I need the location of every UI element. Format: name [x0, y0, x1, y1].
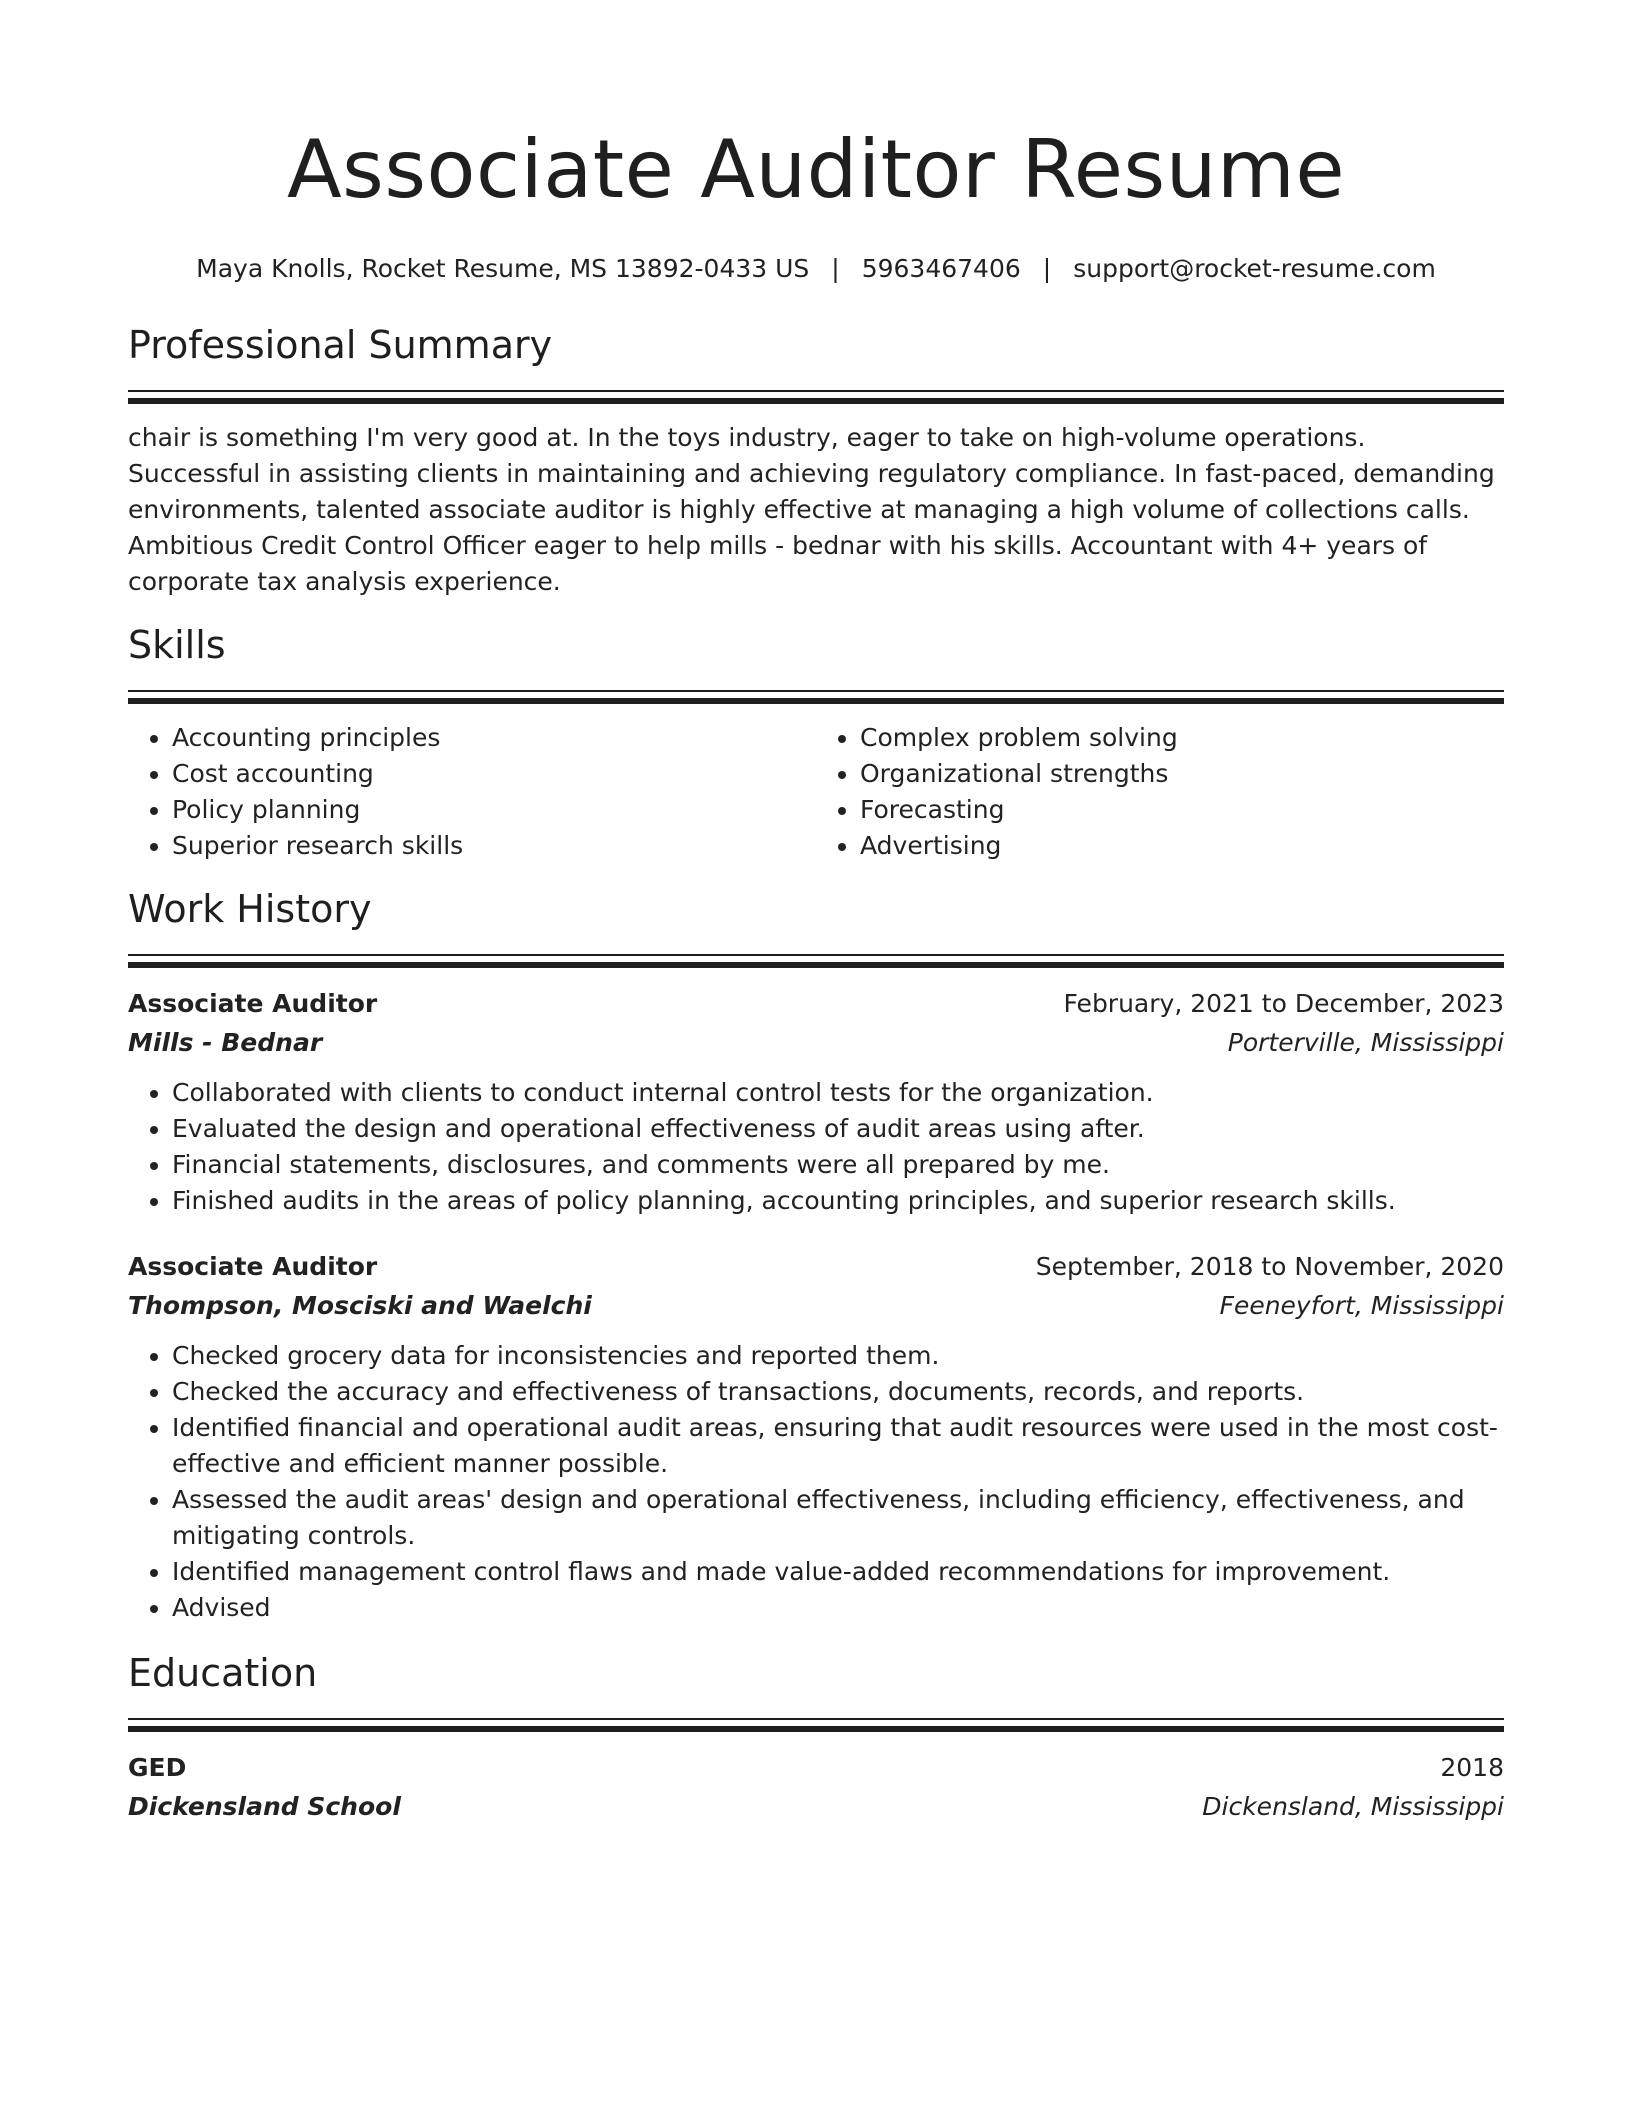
- job-bullet: • Financial statements, disclosures, and comments were all prepared by me.: [172, 1147, 1504, 1183]
- section-title-education: Education: [128, 1651, 318, 1695]
- skills-section: [128, 620, 1504, 864]
- job-title: Associate Auditor: [128, 1252, 378, 1281]
- education-location: Dickensland, Mississippi: [1202, 1792, 1504, 1821]
- job-bullet: • Identified financial and operational audit areas, ensuring that audit resources were used in the most cost-effective and efficient manner possible.: [172, 1410, 1504, 1482]
- section-title-summary: Professional Summary: [128, 323, 553, 367]
- job-bullet: • Evaluated the design and operational effectiveness of audit areas using after.: [172, 1111, 1504, 1147]
- skill-item: • Complex problem solving: [860, 720, 1504, 756]
- job-entry: [128, 1249, 1504, 1626]
- education-section: [128, 1648, 1504, 1825]
- job-bullet: • Advised: [172, 1590, 1504, 1626]
- job-company: Thompson, Mosciski and Waelchi: [128, 1291, 592, 1320]
- skill-item: • Cost accounting: [172, 756, 816, 792]
- contact-line: [128, 252, 1504, 286]
- skill-item: • Organizational strengths: [860, 756, 1504, 792]
- skill-item: • Advertising: [860, 828, 1504, 864]
- section-title-work: Work History: [128, 887, 372, 931]
- section-divider: [128, 954, 1504, 956]
- education-year: 2018: [1440, 1753, 1504, 1782]
- job-entry: [128, 986, 1504, 1219]
- contact-separator: |: [831, 254, 840, 283]
- skill-item: • Policy planning: [172, 792, 816, 828]
- job-header-row: [128, 986, 1504, 1022]
- work-history-section: [128, 884, 1504, 1626]
- skill-item: • Forecasting: [860, 792, 1504, 828]
- education-header-row: [128, 1750, 1504, 1786]
- section-divider-thick: [128, 698, 1504, 704]
- job-company: Mills - Bednar: [128, 1028, 323, 1057]
- section-divider: [128, 390, 1504, 392]
- resume-page: [128, 0, 1504, 1825]
- job-bullet: • Checked the accuracy and effectiveness of transactions, documents, records, and reports.: [172, 1374, 1504, 1410]
- contact-separator: |: [1042, 254, 1052, 283]
- job-bullet: • Checked grocery data for inconsistencies and reported them.: [172, 1338, 1504, 1374]
- section-divider-thick: [128, 1726, 1504, 1732]
- education-school-row: [128, 1789, 1504, 1825]
- skill-item: • Accounting principles: [172, 720, 816, 756]
- summary-section: [128, 320, 1504, 600]
- job-bullets: [128, 1075, 1504, 1219]
- section-divider-thick: [128, 398, 1504, 404]
- contact-address: Maya Knolls, Rocket Resume, MS 13892-0433 US: [196, 254, 810, 283]
- contact-phone: 5963467406: [861, 254, 1021, 283]
- job-bullets: [128, 1338, 1504, 1626]
- section-title-skills: Skills: [128, 623, 226, 667]
- skill-item: • Superior research skills: [172, 828, 816, 864]
- job-dates: February, 2021 to December, 2023: [1063, 989, 1504, 1018]
- section-divider: [128, 1718, 1504, 1720]
- education-degree: GED: [128, 1753, 187, 1782]
- job-bullet: • Finished audits in the areas of policy planning, accounting principles, and superior research skills.: [172, 1183, 1504, 1219]
- job-location: Feeneyfort, Mississippi: [1219, 1291, 1504, 1320]
- page-title: Associate Auditor Resume: [286, 123, 1346, 216]
- education-school: Dickensland School: [128, 1792, 401, 1821]
- skills-columns: [128, 720, 1504, 864]
- job-bullet: • Identified management control flaws and made value-added recommendations for improvement.: [172, 1554, 1504, 1590]
- job-dates: September, 2018 to November, 2020: [1035, 1252, 1504, 1281]
- job-bullet: • Assessed the audit areas' design and operational effectiveness, including efficiency, effectiveness, and mitigating controls.: [172, 1482, 1504, 1554]
- job-bullet: • Collaborated with clients to conduct internal control tests for the organization.: [172, 1075, 1504, 1111]
- section-divider-thick: [128, 962, 1504, 968]
- job-company-row: [128, 1288, 1504, 1324]
- contact-email: support@rocket-resume.com: [1073, 254, 1436, 283]
- skills-list-right: [816, 720, 1504, 864]
- job-header-row: [128, 1249, 1504, 1285]
- job-title: Associate Auditor: [128, 989, 378, 1018]
- summary-text: chair is something I'm very good at. In the toys industry, eager to take on high-volume operations. Successful in assisting clients in maintaining and achieving regulatory compliance. In fast-paced, demanding environments, talented associate auditor is highly effective at managing a high volume of collections calls. Ambitious Credit Control Officer eager to help mills - bednar with his skills. Accountant with 4+ years of corporate tax analysis experience.: [128, 423, 1495, 596]
- job-location: Porterville, Mississippi: [1227, 1028, 1504, 1057]
- section-divider: [128, 690, 1504, 692]
- job-company-row: [128, 1025, 1504, 1061]
- skills-list-left: [128, 720, 816, 864]
